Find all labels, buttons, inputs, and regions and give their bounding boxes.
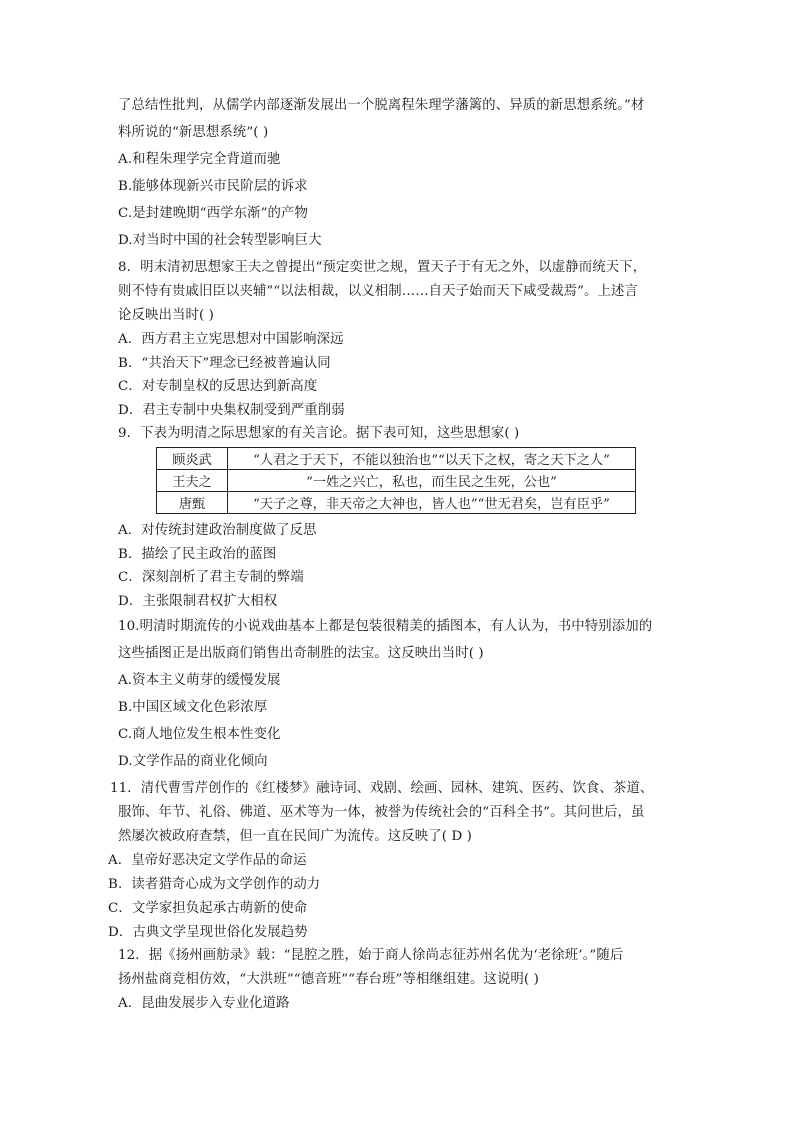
q8-stem-line-3: 论反映出当时( ) [118,308,214,323]
q10-option-b: B.中国区域文化色彩浓厚 [118,700,268,715]
q7-option-a: A.和程朱理学完全背道而驰 [118,152,281,167]
q12-stem-line-1: 12．据《扬州画舫录》载：“昆腔之胜，始于商人徐尚志征苏州名优为‘老徐班’。”随后 [118,948,624,963]
q8-option-a: A．西方君主立宪思想对中国影响深远 [118,332,344,347]
q7-stem-line-1: 了总结性批判，从儒学内部逐渐发展出一个脱离程朱理学藩篱的、异质的新思想系统。”材 [118,98,645,113]
q11-option-b: B．读者猎奇心成为文学创作的动力 [108,877,321,892]
q11-option-c: C．文学家担负起承古萌新的使命 [108,901,308,916]
q8-option-b: B．“共治天下”理念已经被普遍认同 [118,356,331,371]
q8-stem-line-2: 则不恃有贵戚旧臣以夹辅”“以法相裁，以义相制……自天子始而天下咸受裁焉”。上述言 [118,284,638,299]
q8-stem-line-1: 8．明末清初思想家王夫之曾提出“预定奕世之规，置天子于有无之外，以虚静而统天下， [118,260,647,275]
thinker-name: 唐甄 [157,492,228,514]
thinker-quote: “人君之于天下，不能以独治也”“以天下之权，寄之天下之人” [228,448,636,470]
q10-option-c: C.商人地位发生根本性变化 [118,727,281,742]
q10-option-d: D.文学作品的商业化倾向 [118,754,268,769]
table-row [157,492,636,514]
q7-option-d: D.对当时中国的社会转型影响巨大 [118,233,322,248]
q10-stem-line-1: 10.明清时期流传的小说戏曲基本上都是包装很精美的插图本，有人认为，书中特别添加的 [118,619,653,634]
thinker-quote: “一姓之兴亡，私也，而生民之生死，公也” [228,470,636,492]
q11-option-a: A．皇帝好恶决定文学作品的命运 [108,853,307,868]
q7-option-c: C.是封建晚期“西学东渐”的产物 [118,206,309,221]
q8-option-c: C．对专制皇权的反思达到新高度 [118,379,318,394]
thinker-quote: “天子之尊，非天帝之大神也，皆人也”“世无君矣，岂有臣乎” [228,492,636,514]
q11-stem-line-2: 服饰、年节、礼俗、佛道、巫术等为一体，被誉为传统社会的“百科全书”。其问世后，虽 [118,805,645,820]
q11-option-d: D．古典文学呈现世俗化发展趋势 [108,925,308,940]
q9-option-a: A．对传统封建政治制度做了反思 [118,523,317,538]
q7-option-b: B.能够体现新兴市民阶层的诉求 [118,179,308,194]
q9-option-d: D．主张限制君权扩大相权 [118,594,278,609]
thinker-name: 顾炎武 [157,448,228,470]
q8-option-d: D．君主专制中央集权制受到严重削弱 [118,403,345,418]
q12-stem-line-2: 扬州盐商竞相仿效，“大洪班”“德音班”“春台班”等相继组建。这说明( ) [118,972,539,987]
q10-stem-line-2: 这些插图正是出版商们销售出奇制胜的法宝。这反映出当时( ) [118,646,484,661]
q11-stem-line-1: 11．清代曹雪芹创作的《红楼梦》融诗词、戏剧、绘画、园林、建筑、医药、饮食、茶道、 [110,781,654,796]
q10-option-a: A.资本主义萌芽的缓慢发展 [118,673,281,688]
table-row [157,448,636,470]
q9-stem: 9．下表为明清之际思想家的有关言论。据下表可知，这些思想家( ) [118,426,520,441]
thinker-name: 王夫之 [157,470,228,492]
q11-stem-line-3: 然屡次被政府查禁，但一直在民间广为流传。这反映了( D ) [118,829,472,844]
q7-stem-line-2: 料所说的“新思想系统”( ) [118,125,269,140]
q9-thinkers-table [156,447,636,514]
q9-option-c: C．深刻剖析了君主专制的弊端 [118,570,304,585]
table-row [157,470,636,492]
q9-option-b: B．描绘了民主政治的蓝图 [118,547,277,562]
q12-option-a: A．昆曲发展步入专业化道路 [118,996,290,1011]
